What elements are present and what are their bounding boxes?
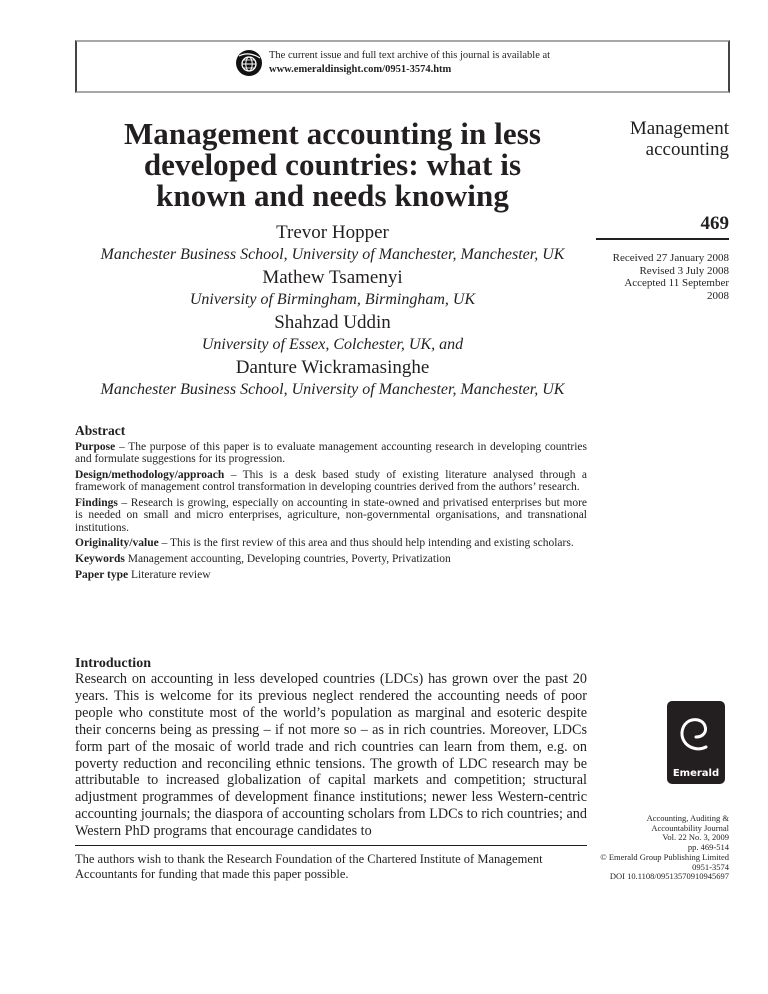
introduction-section — [75, 656, 587, 840]
purpose-text: – The purpose of this paper is to evaluate management accounting research in developing countries and formulate suggestions for its progression. — [75, 440, 587, 465]
keywords-label: Keywords — [75, 552, 125, 565]
article-title — [75, 118, 590, 211]
abstract-keywords — [75, 553, 587, 566]
journal-citation — [570, 814, 729, 882]
introduction-body: Research on accounting in less developed countries (LDCs) has grown over the past 20 years. This is welcome for its previous neglect rendered the accounting needs of poor people who constitute most of the world’s population as marginal and esoteric despite their concerns being as pressing – if not more so – as in rich countries. Moreover, LDCs form part of the mosaic of world trade and rich countries can learn from them, e.g. on poverty reduction and reconciling ethnic tensions. The growth of LDC research may be attributable to increased globalization of capital markets and competition; structural adjustment programmes of development finance institutions; newer less Western-centric accounting journals; the diaspora of accounting scholars from LDCs to rich countries; and Western PhD programs that encourage candidates to — [75, 671, 587, 840]
journal-name-line-1: Accounting, Auditing & — [646, 813, 729, 823]
abstract-design — [75, 469, 587, 494]
availability-notice — [235, 49, 550, 77]
author-name: Trevor Hopper — [276, 222, 389, 243]
title-line-1: Management accounting in less — [123, 116, 542, 151]
abstract-purpose — [75, 441, 587, 466]
keywords-text: Management accounting, Developing countries, Poverty, Privatization — [124, 552, 451, 565]
issn: 0951-3574 — [692, 861, 729, 872]
journal-volume: Vol. 22 No. 3, 2009 — [662, 832, 729, 843]
revised-date: Revised 3 July 2008 — [639, 264, 729, 277]
author-list — [75, 222, 590, 402]
journal-name-line-2: Accountability Journal — [651, 822, 729, 833]
accepted-year: 2008 — [707, 289, 729, 302]
findings-text: – Research is growing, especially on accounting in state-owned and privatised enterprises but more is needed on small and micro enterprises, agriculture, non-governmental organisations, and transnational institutions. — [75, 496, 587, 534]
journal-url-link[interactable]: www.emeraldinsight.com/0951-3574.htm — [269, 64, 452, 75]
findings-label: Findings — [75, 496, 118, 509]
author-affiliation: Manchester Business School, University of Manchester, Manchester, UK — [100, 381, 565, 398]
paper-type-label: Paper type — [75, 569, 129, 581]
emerald-swirl-icon — [673, 707, 719, 757]
title-line-2: developed countries: what is — [143, 147, 522, 182]
author-affiliation: University of Essex, Colchester, UK, and — [201, 336, 464, 353]
abstract-heading: Abstract — [75, 423, 126, 438]
author-affiliation: Manchester Business School, University of Manchester, Manchester, UK — [100, 246, 565, 263]
originality-label: Originality/value — [75, 537, 159, 549]
globe-icon — [235, 49, 263, 77]
emerald-logo-icon — [667, 701, 725, 784]
introduction-heading: Introduction — [75, 656, 151, 671]
paper-type-text: Literature review — [128, 569, 211, 581]
accepted-date: Accepted 11 September — [624, 277, 729, 289]
design-label: Design/methodology/approach — [75, 468, 225, 481]
design-text: – This is a desk based study of existing literature analysed through a framework of management control transformation in developing countries derived from the authors’ research. — [75, 468, 587, 493]
abstract-findings — [75, 497, 587, 535]
availability-text: The current issue and full text archive of this journal is available at — [269, 50, 551, 61]
author-name: Mathew Tsamenyi — [262, 267, 403, 288]
received-date: Received 27 January 2008 — [612, 252, 729, 264]
copyright-notice: © Emerald Group Publishing Limited — [600, 851, 729, 862]
page-number: 469 — [700, 213, 729, 234]
author-affiliation: University of Birmingham, Birmingham, UK — [189, 291, 476, 308]
running-head-line-2: accounting — [645, 139, 729, 160]
journal-pages: pp. 469-514 — [687, 842, 729, 853]
sidebar-divider — [596, 238, 729, 240]
abstract-section — [75, 425, 587, 586]
author-name: Danture Wickramasinghe — [235, 357, 430, 378]
running-head-line-1: Management — [629, 118, 729, 139]
purpose-label: Purpose — [75, 440, 116, 453]
running-head — [596, 118, 729, 160]
doi-link[interactable]: DOI 10.1108/09513570910945697 — [609, 871, 729, 882]
abstract-paper-type — [75, 569, 587, 582]
originality-text: – This is the first review of this area and thus should help intending and existing scholars. — [158, 537, 574, 549]
acknowledgement-footnote: The authors wish to thank the Research Foundation of the Chartered Institute of Management Accountants for funding that made this paper possible. — [75, 852, 543, 881]
footnote-divider — [75, 845, 587, 846]
title-line-3: known and needs knowing — [156, 178, 509, 213]
emerald-wordmark: Emerald — [672, 768, 720, 779]
author-name: Shahzad Uddin — [274, 312, 391, 333]
article-history — [596, 252, 729, 302]
journal-availability-box — [75, 40, 730, 93]
abstract-originality — [75, 537, 587, 550]
